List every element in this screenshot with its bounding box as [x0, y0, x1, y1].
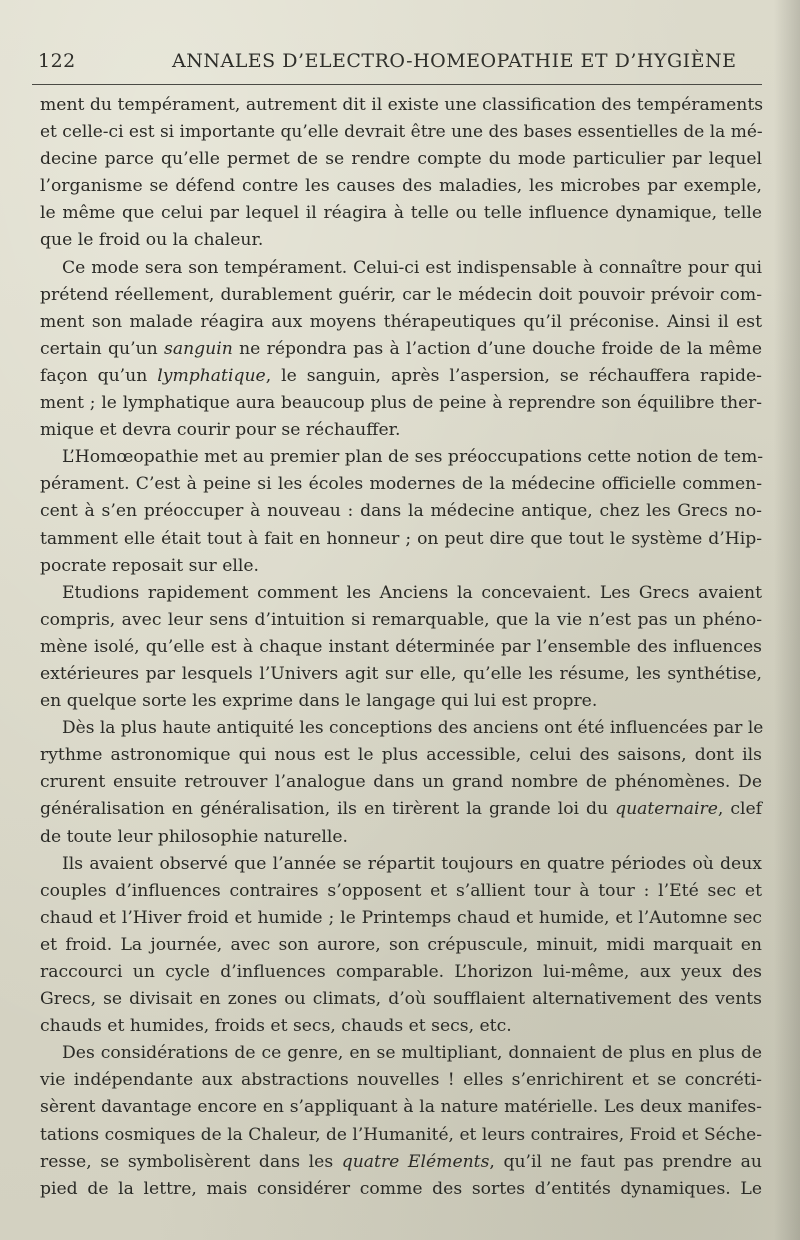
text-line: mique et devra courir pour se réchauffer. — [40, 420, 401, 441]
italic-term: quatre Eléments — [341, 1151, 490, 1172]
text-line: mène isolé, qu’elle est à chaque instant déterminée par l’ensemble des influences — [40, 636, 762, 657]
text-line: pocrate reposait sur elle. — [40, 555, 260, 576]
text-line: tations cosmiques de la Chaleur, de l’Humanité, et leurs contraires, Froid et Séche- — [40, 1124, 762, 1145]
text-line: L’Homœopathie met au premier plan de ses préoccupations cette notion de tem- — [62, 447, 764, 468]
text-line: pied de la lettre, mais considérer comme des sortes d’entités dynamiques. Le — [40, 1178, 762, 1199]
text-line: pérament. C’est à peine si les écoles modernes de la médecine officielle commen- — [40, 474, 762, 495]
text-line — [40, 336, 762, 363]
text-line: prétend réellement, durablement guérir, car le médecin doit pouvoir prévoir com- — [40, 284, 762, 305]
italic-term: lymphatique — [157, 365, 266, 386]
text-line: le même que celui par lequel il réagira à telle ou telle influence dynamique, telle — [40, 203, 762, 224]
text-segment: généralisation en généralisation, ils en tirèrent la grande loi du — [40, 799, 616, 820]
text-line: Ils avaient observé que l’année se répartit toujours en quatre périodes où deux — [62, 853, 762, 874]
text-line: Grecs, se divisait en zones ou climats, d’où soufflaient alternativement des vents — [40, 989, 762, 1010]
text-line: couples d’influences contraires s’opposent et s’allient tour à tour : l’Eté sec et — [40, 880, 762, 901]
text-line: en quelque sorte les exprime dans le langage qui lui est propre. — [40, 691, 598, 712]
text-line: raccourci un cycle d’influences comparable. L’horizon lui-même, aux yeux des — [40, 962, 762, 982]
text-segment: , clef — [717, 799, 763, 820]
body-text — [40, 92, 762, 1203]
text-line: et froid. La journée, avec son aurore, son crépuscule, minuit, midi marquait en — [40, 934, 762, 955]
text-segment: , qu’il ne faut pas prendre au — [489, 1151, 762, 1172]
text-line: chauds et humides, froids et secs, chauds et secs, etc. — [40, 1016, 512, 1037]
text-line: compris, avec leur sens d’intuition si remarquable, que la vie n’est pas un phéno- — [40, 609, 762, 630]
text-line: ment son malade réagira aux moyens thérapeutiques qu’il préconise. Ainsi il est — [40, 311, 762, 332]
text-segment: façon qu’un — [40, 365, 158, 386]
text-line: ment ; le lymphatique aura beaucoup plus de peine à reprendre son équilibre ther- — [40, 393, 762, 414]
italic-term: sanguin — [164, 338, 233, 359]
text-line — [40, 1149, 762, 1176]
text-line: extérieures par lesquels l’Univers agit sur elle, qu’elle les résume, les synthétise, — [40, 663, 762, 684]
text-line: et celle-ci est si importante qu’elle devrait être une des bases essentielles de la mé- — [40, 122, 763, 143]
text-line: Dès la plus haute antiquité les conceptions des anciens ont été influencées par le — [62, 718, 764, 739]
italic-term: quaternaire — [615, 799, 718, 820]
text-line: cent à s’en préoccuper à nouveau : dans la médecine antique, chez les Grecs no- — [40, 501, 762, 522]
text-line: Etudions rapidement comment les Anciens la concevaient. Les Grecs avaient — [62, 582, 762, 603]
text-line: chaud et l’Hiver froid et humide ; le Printemps chaud et humide, et l’Automne sec — [40, 907, 762, 928]
text-line: Des considérations de ce genre, en se multipliant, donnaient de plus en plus de — [62, 1043, 762, 1064]
text-segment: , le sanguin, après l’aspersion, se réchauffera rapide- — [265, 365, 762, 386]
text-line: vie indépendante aux abstractions nouvelles ! elles s’enrichirent et se concréti- — [40, 1070, 762, 1091]
text-line — [40, 796, 762, 823]
text-line: rythme astronomique qui nous est le plus accessible, celui des saisons, dont ils — [40, 745, 762, 766]
text-segment: resse, se symbolisèrent dans les — [40, 1151, 342, 1172]
page-number: 122 — [38, 50, 76, 72]
header-rule — [32, 84, 762, 85]
text-line: decine parce qu’elle permet de se rendre compte du mode particulier par lequel — [40, 149, 762, 170]
text-segment: certain qu’un — [40, 338, 164, 359]
text-line: sèrent davantage encore en s’appliquant à la nature matérielle. Les deux manifes- — [40, 1097, 762, 1118]
running-title: ANNALES D’ELECTRO-HOMEOPATHIE ET D’HYGIÈNE — [172, 50, 737, 72]
text-segment: ne répondra pas à l’action d’une douche froide de la même — [232, 338, 762, 359]
running-header — [38, 44, 758, 78]
text-line: crurent ensuite retrouver l’analogue dans un grand nombre de phénomènes. De — [40, 772, 762, 793]
text-line: l’organisme se défend contre les causes des maladies, les microbes par exemple, — [40, 176, 762, 197]
text-line: ment du tempérament, autrement dit il existe une classification des tempéraments — [40, 95, 764, 115]
text-line: tamment elle était tout à fait en honneur ; on peut dire que tout le système d’Hip- — [40, 528, 762, 549]
text-line: que le froid ou la chaleur. — [40, 230, 264, 251]
text-line: de toute leur philosophie naturelle. — [40, 826, 349, 847]
text-line — [40, 363, 762, 390]
text-line: Ce mode sera son tempérament. Celui-ci est indispensable à connaître pour qui — [62, 257, 762, 278]
